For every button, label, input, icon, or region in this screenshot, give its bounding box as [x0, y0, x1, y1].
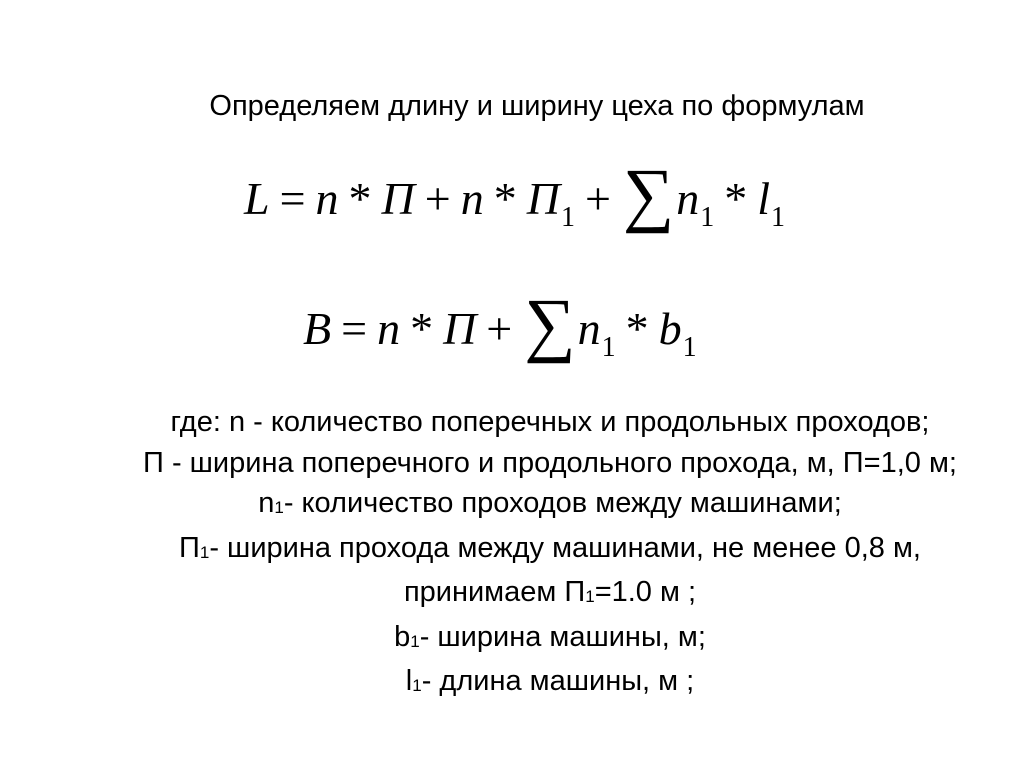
- definition-text: - ширина прохода между машинами, не менее 0,8 м,: [209, 531, 921, 564]
- formula-b-b1-subscript: 1: [682, 332, 697, 363]
- formula-b-n1-subscript: 1: [601, 332, 616, 363]
- formula-l-times: *: [348, 173, 372, 224]
- definition-symbol: n: [258, 487, 275, 519]
- definition-subscript: 1: [412, 676, 422, 695]
- formula-l-equals: =: [279, 173, 306, 224]
- variable-definitions: [0, 402, 1024, 706]
- formula-l-p: П: [381, 173, 415, 224]
- formula-l-l1-subscript: 1: [771, 202, 786, 233]
- formula-b-times: *: [410, 303, 434, 354]
- formula-b-n: n: [377, 303, 401, 354]
- formula-l-l1: l: [757, 173, 771, 224]
- slide-heading: Определяем длину и ширину цеха по формулам: [209, 90, 865, 122]
- formula-b-equals: =: [341, 303, 368, 354]
- definition-text: - количество проходов между машинами;: [283, 487, 842, 519]
- formula-b-n1: n: [577, 303, 601, 354]
- formula-b-b1: b: [658, 303, 682, 354]
- summation-sign: ∑: [622, 154, 675, 234]
- formula-l-p1: П: [526, 173, 560, 224]
- definition-subscript: 1: [274, 498, 284, 517]
- formula-l-n1-subscript: 1: [700, 202, 715, 233]
- formula-l-n2: n: [460, 173, 484, 224]
- formula-b-times2: *: [625, 303, 649, 354]
- formula-l-times2: *: [493, 173, 517, 224]
- definition-symbol: l: [405, 665, 413, 697]
- formula-l-lhs: L: [244, 173, 270, 224]
- definition-subscript: 1: [199, 542, 210, 562]
- definition-text: - ширина машины, м;: [419, 620, 706, 653]
- summation-sign: ∑: [524, 284, 576, 364]
- formula-b-lhs: B: [303, 303, 332, 354]
- formula-l-times3: *: [724, 173, 748, 224]
- formula-b-plus: +: [486, 303, 513, 354]
- definition-text: =1.0 м ;: [594, 576, 697, 608]
- definition-line: [0, 528, 1024, 573]
- formula-l-plus2: +: [584, 173, 611, 224]
- definition-line: [0, 483, 1024, 528]
- definition-line: [0, 661, 1024, 706]
- definition-text: - длина машины, м ;: [421, 665, 695, 697]
- definition-line: [0, 572, 1024, 617]
- formula-b-p: П: [443, 303, 477, 354]
- definition-text: принимаем П: [403, 576, 586, 608]
- formula-l-p1-subscript: 1: [560, 202, 575, 233]
- length-formula: [244, 154, 786, 236]
- formula-l-plus: +: [424, 173, 451, 224]
- definition-line: где: n - количество поперечных и продольных проходов;: [170, 406, 930, 438]
- definition-symbol: b: [394, 620, 411, 653]
- definition-subscript: 1: [585, 587, 595, 606]
- definition-line: [0, 617, 1024, 662]
- formula-l-n: n: [315, 173, 339, 224]
- definition-line: П - ширина поперечного и продольного прохода, м, П=1,0 м;: [143, 446, 957, 479]
- width-formula: [303, 284, 697, 366]
- definition-subscript: 1: [410, 631, 420, 651]
- formula-l-n1: n: [676, 173, 700, 224]
- definition-symbol: П: [179, 531, 200, 564]
